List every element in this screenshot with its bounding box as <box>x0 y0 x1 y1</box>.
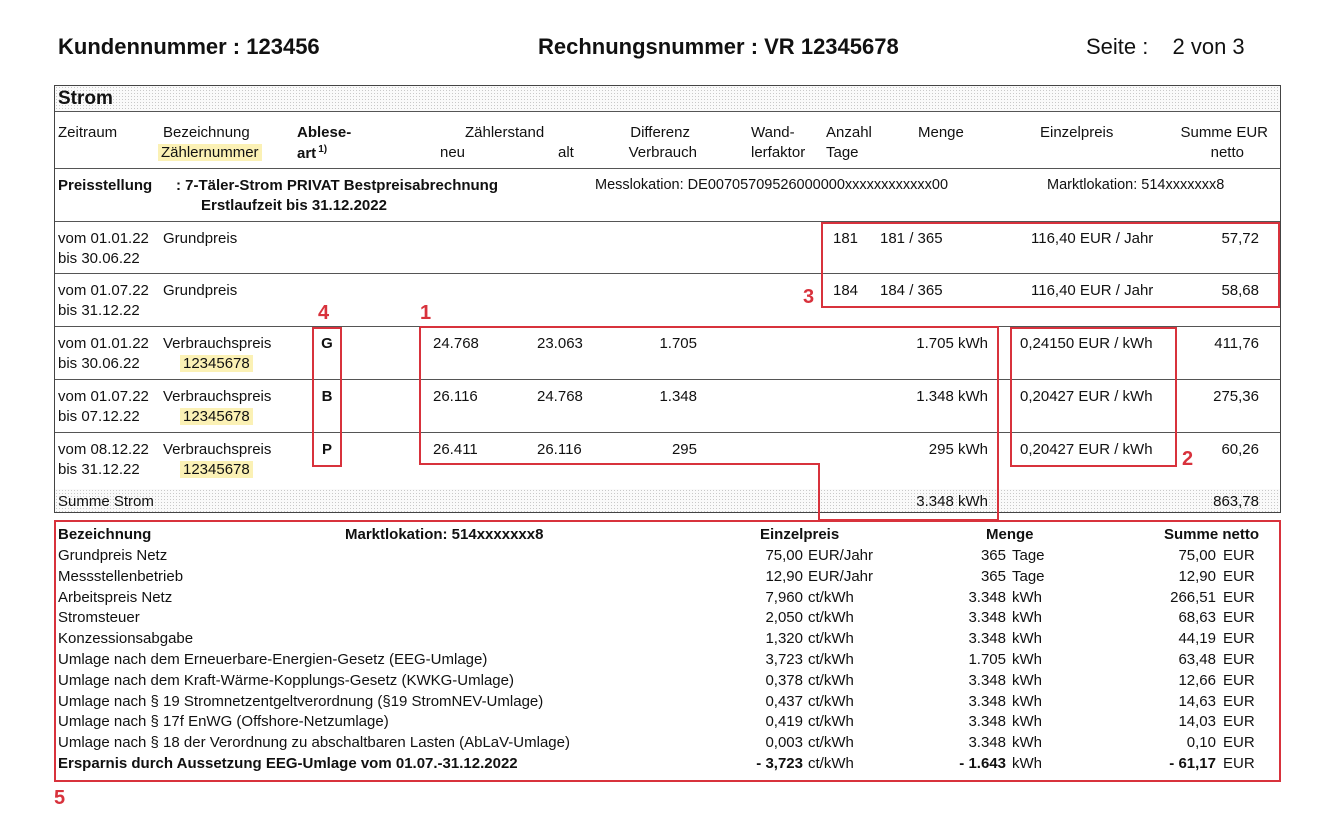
fee-price: 0,419 <box>765 713 803 730</box>
fee-quantity: 3.348 <box>968 630 1006 647</box>
col-zeitraum: Zeitraum <box>58 124 118 141</box>
fee-quantity-unit: Tage <box>1012 547 1045 564</box>
marktlokation: Marktlokation: 514xxxxxxx8 <box>1047 177 1225 193</box>
col-menge: Menge <box>918 124 964 141</box>
col-neu: neu <box>440 144 466 161</box>
page-indicator-value: 2 von 3 <box>1172 34 1245 59</box>
col-ableseart-1: Ablese- <box>297 124 352 141</box>
fee-name: Grundpreis Netz <box>58 547 168 564</box>
fee-sum: - 61,17 <box>1169 755 1216 772</box>
section-title: Strom <box>58 88 113 109</box>
fee-quantity: 3.348 <box>968 589 1006 606</box>
row-zaehlerstand-neu: 24.768 <box>433 335 479 352</box>
col-zaehlernummer: Zählernummer <box>158 144 262 161</box>
fee-name: Ersparnis durch Aussetzung EEG-Umlage vom 01.07.-31.12.2022 <box>58 755 518 772</box>
row-von: vom 01.07.22 <box>58 388 149 405</box>
fee-quantity-unit: kWh <box>1012 609 1042 626</box>
fee-price: 1,320 <box>765 630 803 647</box>
marker-4: 4 <box>318 302 330 324</box>
row-bis: bis 31.12.22 <box>58 302 140 319</box>
row-von: vom 01.01.22 <box>58 230 149 247</box>
fee-sum: 0,10 <box>1186 734 1216 751</box>
fee-sum-unit: EUR <box>1223 734 1255 751</box>
row-summe: 57,72 <box>1221 230 1259 247</box>
fee-price-unit: ct/kWh <box>808 734 854 751</box>
fee-quantity-unit: Tage <box>1012 568 1045 585</box>
fee-name: Umlage nach dem Erneuerbare-Energien-Gesetz (EEG-Umlage) <box>58 651 488 668</box>
row-summe: 58,68 <box>1221 282 1259 299</box>
row-bis: bis 31.12.22 <box>58 461 140 478</box>
fee-sum: 63,48 <box>1178 651 1216 668</box>
row-zaehlerstand-alt: 26.116 <box>537 441 582 458</box>
row-summe: 411,76 <box>1214 335 1259 352</box>
annotation-box-5 <box>54 520 1281 782</box>
fee-quantity-unit: kWh <box>1012 672 1042 689</box>
row-von: vom 01.07.22 <box>58 282 149 299</box>
row-bezeichnung: Verbrauchspreis <box>163 335 272 352</box>
customer-number-label: Kundennummer : <box>58 34 241 59</box>
fees-col-menge: Menge <box>986 526 1034 543</box>
fees-col-marktlokation: Marktlokation: 514xxxxxxx8 <box>345 526 544 543</box>
fee-sum-unit: EUR <box>1223 547 1255 564</box>
preisstellung-tariff: : 7-Täler-Strom PRIVAT Bestpreisabrechnung <box>176 177 499 194</box>
fee-sum: 12,90 <box>1178 568 1216 585</box>
fee-price-unit: EUR/Jahr <box>808 568 874 585</box>
fee-price-unit: ct/kWh <box>808 589 854 606</box>
fee-quantity-unit: kWh <box>1012 713 1042 730</box>
marker-1: 1 <box>420 302 432 324</box>
fee-price: 0,437 <box>765 693 803 710</box>
fees-col-summe: Summe netto <box>1163 526 1259 543</box>
row-differenz: 1.348 <box>659 388 697 405</box>
invoice-number-value: 12345678 <box>800 34 899 59</box>
fee-quantity-unit: kWh <box>1012 630 1042 647</box>
fee-sum-unit: EUR <box>1223 672 1255 689</box>
row-menge: 181 / 365 <box>880 230 943 247</box>
fee-quantity: 3.348 <box>968 672 1006 689</box>
row-zaehlerstand-neu: 26.116 <box>433 388 478 405</box>
messlokation: Messlokation: DE00705709526000000xxxxxxxxxxxx00 <box>595 177 949 193</box>
col-einzelpreis: Einzelpreis <box>1040 124 1114 141</box>
row-bis: bis 30.06.22 <box>58 355 140 372</box>
row-differenz: 295 <box>671 441 697 458</box>
fee-price: 2,050 <box>765 609 803 626</box>
fee-name: Konzessionsabgabe <box>58 630 194 647</box>
row-zaehlernummer: 12345678 <box>180 461 253 478</box>
fee-price: 0,378 <box>765 672 803 689</box>
fee-quantity: 365 <box>980 568 1006 585</box>
row-bis: bis 07.12.22 <box>58 408 140 425</box>
fee-price: 12,90 <box>765 568 803 585</box>
fee-quantity: 1.705 <box>968 651 1006 668</box>
fee-name: Umlage nach § 18 der Verordnung zu abschaltbaren Lasten (AbLaV-Umlage) <box>58 734 570 751</box>
summe-strom-menge: 3.348 kWh <box>916 493 988 510</box>
fee-name: Umlage nach § 17f EnWG (Offshore-Netzumlage) <box>58 713 389 730</box>
row-einzelpreis: 0,20427 EUR / kWh <box>1020 388 1153 405</box>
fee-quantity: 3.348 <box>968 609 1006 626</box>
fee-quantity: 3.348 <box>968 734 1006 751</box>
fee-name: Messstellenbetrieb <box>58 568 184 585</box>
fee-price-unit: ct/kWh <box>808 713 854 730</box>
preisstellung-term: Erstlaufzeit bis 31.12.2022 <box>201 197 387 214</box>
col-wandlerfaktor-2: lerfaktor <box>751 144 806 161</box>
row-von: vom 08.12.22 <box>58 441 149 458</box>
fee-quantity: 3.348 <box>968 693 1006 710</box>
row-anzahl-tage: 181 <box>833 230 859 247</box>
fee-quantity-unit: kWh <box>1012 589 1042 606</box>
row-summe: 60,26 <box>1221 441 1259 458</box>
row-bezeichnung: Verbrauchspreis <box>163 441 272 458</box>
col-tage: Tage <box>826 144 859 161</box>
col-verbrauch: Verbrauch <box>628 144 697 161</box>
fee-sum: 266,51 <box>1170 589 1216 606</box>
fee-quantity-unit: kWh <box>1012 755 1042 772</box>
fee-price: 75,00 <box>765 547 803 564</box>
marker-5: 5 <box>54 787 66 809</box>
fee-quantity-unit: kWh <box>1012 734 1042 751</box>
row-summe: 275,36 <box>1213 388 1259 405</box>
row-einzelpreis: 116,40 EUR / Jahr <box>1031 230 1154 247</box>
footnote-marker: 1) <box>318 144 328 155</box>
fee-sum-unit: EUR <box>1223 609 1255 626</box>
row-zaehlerstand-neu: 26.411 <box>433 441 478 458</box>
row-zaehlernummer: 12345678 <box>180 408 253 425</box>
col-differenz: Differenz <box>630 124 690 141</box>
summe-strom-total: 863,78 <box>1213 493 1259 510</box>
fee-sum: 14,63 <box>1178 693 1216 710</box>
col-summe-eur: Summe EUR <box>1180 124 1268 141</box>
fee-sum-unit: EUR <box>1223 755 1255 772</box>
fee-price-unit: ct/kWh <box>808 672 854 689</box>
row-ableseart: P <box>321 441 332 458</box>
row-bezeichnung: Verbrauchspreis <box>163 388 272 405</box>
row-bezeichnung: Grundpreis <box>163 282 238 299</box>
fee-price-unit: EUR/Jahr <box>808 547 874 564</box>
row-zaehlerstand-alt: 23.063 <box>537 335 583 352</box>
fee-quantity: - 1.643 <box>959 755 1006 772</box>
fee-price-unit: ct/kWh <box>808 609 854 626</box>
fee-price: - 3,723 <box>756 755 803 772</box>
col-netto: netto <box>1210 144 1244 161</box>
fee-name: Umlage nach § 19 Stromnetzentgeltverordnung (§19 StromNEV-Umlage) <box>58 693 544 710</box>
fee-sum: 14,03 <box>1178 713 1216 730</box>
col-alt: alt <box>558 144 574 161</box>
fees-col-bezeichnung: Bezeichnung <box>58 526 152 543</box>
fee-sum-unit: EUR <box>1223 568 1255 585</box>
preisstellung-label: Preisstellung <box>58 177 153 194</box>
page-indicator-label: Seite : <box>1086 34 1149 59</box>
row-menge: 295 kWh <box>928 441 988 458</box>
fee-name: Umlage nach dem Kraft-Wärme-Kopplungs-Gesetz (KWKG-Umlage) <box>58 672 514 689</box>
fee-price-unit: ct/kWh <box>808 755 854 772</box>
summe-strom-label: Summe Strom <box>58 493 154 510</box>
marker-2: 2 <box>1182 448 1194 470</box>
invoice-number-label: Rechnungsnummer : VR <box>538 34 795 59</box>
fee-sum-unit: EUR <box>1223 630 1255 647</box>
row-differenz: 1.705 <box>659 335 697 352</box>
row-zaehlerstand-alt: 24.768 <box>537 388 583 405</box>
fee-quantity-unit: kWh <box>1012 693 1042 710</box>
fee-price: 7,960 <box>765 589 803 606</box>
row-menge: 1.705 kWh <box>916 335 988 352</box>
fee-quantity: 365 <box>980 547 1006 564</box>
col-zaehlerstand: Zählerstand <box>465 124 545 141</box>
row-anzahl-tage: 184 <box>833 282 859 299</box>
fee-price: 3,723 <box>765 651 803 668</box>
fee-name: Stromsteuer <box>58 609 140 626</box>
fee-sum-unit: EUR <box>1223 713 1255 730</box>
col-wandlerfaktor-1: Wand- <box>751 124 795 141</box>
row-einzelpreis: 0,20427 EUR / kWh <box>1020 441 1153 458</box>
row-bezeichnung: Grundpreis <box>163 230 238 247</box>
fee-sum: 12,66 <box>1178 672 1216 689</box>
fee-quantity: 3.348 <box>968 713 1006 730</box>
fee-price: 0,003 <box>765 734 803 751</box>
col-bezeichnung: Bezeichnung <box>163 124 250 141</box>
fee-sum: 68,63 <box>1178 609 1216 626</box>
row-ableseart: B <box>321 388 333 405</box>
fee-price-unit: ct/kWh <box>808 693 854 710</box>
marker-3: 3 <box>803 286 815 308</box>
fee-sum-unit: EUR <box>1223 589 1255 606</box>
row-einzelpreis: 0,24150 EUR / kWh <box>1020 335 1153 352</box>
fee-sum: 44,19 <box>1178 630 1216 647</box>
fee-name: Arbeitspreis Netz <box>58 589 173 606</box>
fee-sum-unit: EUR <box>1223 651 1255 668</box>
col-anzahl: Anzahl <box>826 124 872 141</box>
row-menge: 1.348 kWh <box>916 388 988 405</box>
row-ableseart: G <box>321 335 333 352</box>
row-zaehlernummer: 12345678 <box>180 355 253 372</box>
fee-sum: 75,00 <box>1178 547 1216 564</box>
fee-sum-unit: EUR <box>1223 693 1255 710</box>
customer-number-value: 123456 <box>246 34 320 59</box>
fee-price-unit: ct/kWh <box>808 651 854 668</box>
fee-quantity-unit: kWh <box>1012 651 1042 668</box>
row-von: vom 01.01.22 <box>58 335 149 352</box>
row-menge: 184 / 365 <box>880 282 943 299</box>
col-ableseart-2: art $^{1)}$ <box>297 144 328 162</box>
fees-col-einzelpreis: Einzelpreis <box>760 526 840 543</box>
row-einzelpreis: 116,40 EUR / Jahr <box>1031 282 1154 299</box>
row-bis: bis 30.06.22 <box>58 250 140 267</box>
fee-price-unit: ct/kWh <box>808 630 854 647</box>
